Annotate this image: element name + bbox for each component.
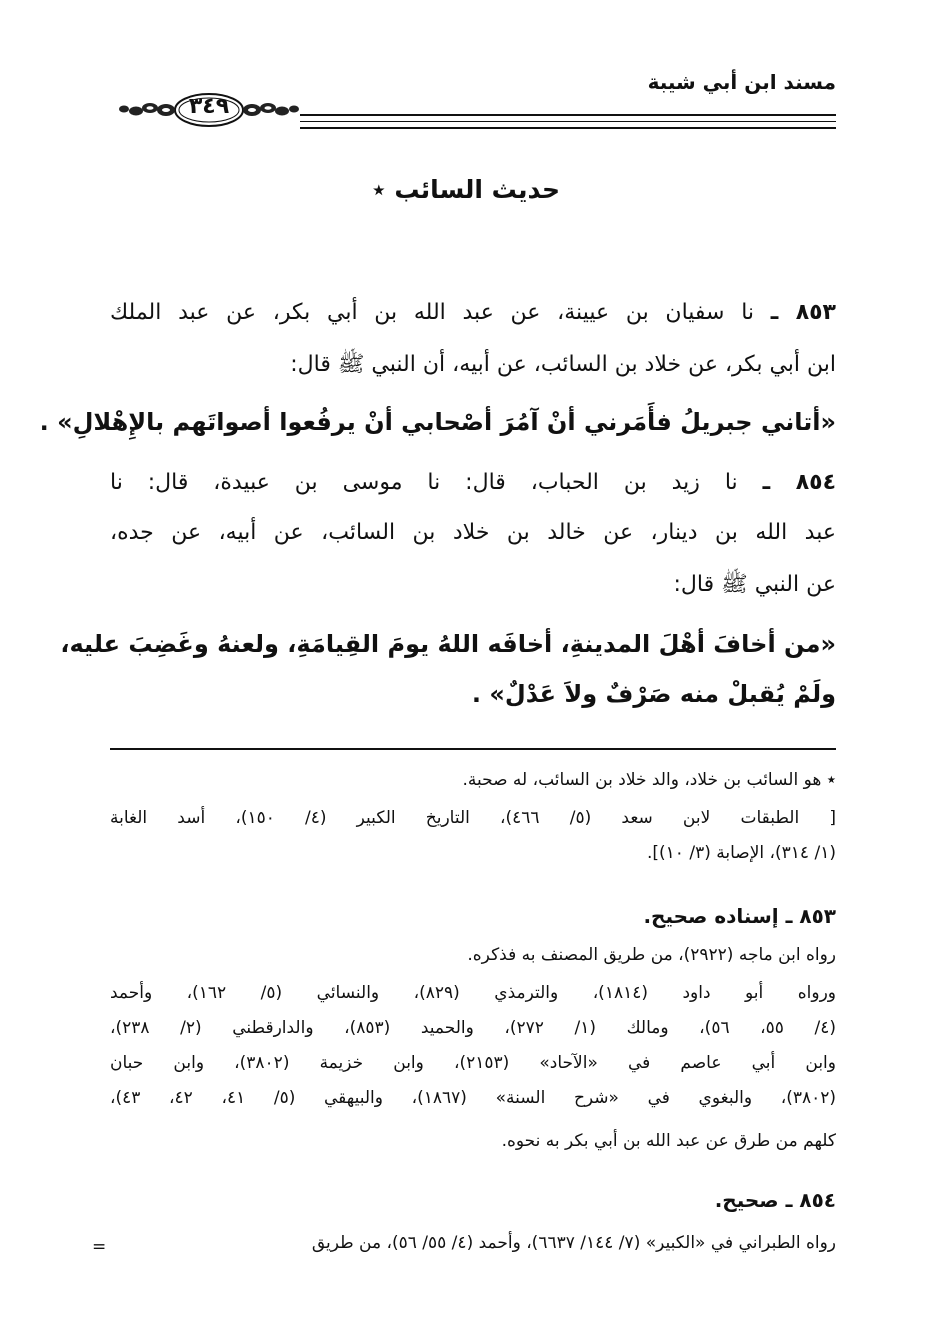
page-number: ٣٤٩ [188, 94, 230, 119]
footnote-star-line-2: [ الطبقات لابن سعد (٥/ ٤٦٦)، التاريخ الكبير (٤/ ١٥٠)، أسد الغابة [110, 808, 836, 828]
hadith-854-line-3: عن النبي ﷺ قال: [673, 572, 836, 597]
footnote-853-line-1: رواه ابن ماجه (٢٩٢٢)، من طريق المصنف به فذكره. [467, 945, 836, 965]
footnote-854-line-1: رواه الطبراني في «الكبير» (٧/ ١٤٤/ ٦٦٣٧)، وأحمد (٤/ ٥٥/ ٥٦)، من طريق [311, 1233, 836, 1253]
hadith-854-isnad-1: نا زيد بن الحباب، قال: نا موسى بن عبيدة، قال: نا [110, 470, 763, 495]
footnote-853-line-6: كلهم من طرق عن عبد الله بن أبي بكر به نحوه. [501, 1131, 836, 1151]
hadith-854-number: ٨٥٤ ـ [762, 470, 837, 495]
continuation-mark: = [92, 1237, 107, 1257]
section-title: حديث السائب ٭ [372, 175, 560, 204]
hadith-854-line-2: عبد الله بن دينار، عن خالد بن خلاد بن السائب، عن أبيه، عن جده، [110, 520, 836, 545]
footnote-star-line-1: ٭ هو السائب بن خلاد، والد خلاد بن السائب، له صحبة. [462, 770, 836, 790]
footnote-star-line-3: (١/ ٣١٤)، الإصابة (٣/ ١٠)]. [647, 843, 836, 863]
header-rule-top [300, 114, 836, 116]
book-title: مسند ابن أبي شيبة [647, 70, 836, 94]
header-rule-bottom [300, 127, 836, 129]
hadith-853-matn: «أتاني جبريلُ فأَمَرني أنْ آمُرَ أصْحابي أنْ يرفُعوا أصواتَهم بالإِهْلالِ» . [39, 408, 836, 436]
hadith-854-line-1 [110, 470, 836, 495]
header-rule-middle [300, 121, 836, 122]
footnote-853-line-5: (٣٨٠٢)، والبغوي في «شرح السنة» (١٨٦٧)، والبيهقي (٥/ ٤١، ٤٢، ٤٣)، [110, 1088, 837, 1108]
hadith-854-matn-1: «من أخافَ أهْلَ المدينةِ، أخافَه اللهُ يومَ القِيامَةِ، ولعنهُ وغَضِبَ عليه، [60, 630, 836, 658]
hadith-854-matn-2: ولَمْ يُقبلْ منه صَرْفٌ ولاَ عَدْلٌ» . [471, 680, 836, 708]
hadith-853-number: ٨٥٣ ـ [770, 300, 836, 325]
footnote-853-line-2: ورواه أبو داود (١٨١٤)، والترمذي (٨٢٩)، والنسائي (٥/ ١٦٢)، وأحمد [110, 983, 836, 1003]
footnote-853-line-4: وابن أبي عاصم في «الآحاد» (٢١٥٣)، وابن خزيمة (٣٨٠٢)، وابن حبان [110, 1053, 836, 1073]
footnote-853-line-3: (٤/ ٥٥، ٥٦)، ومالك (١/ ٢٧٢)، والحميد (٨٥٣)، والدارقطني (٢/ ٢٣٨)، [110, 1018, 837, 1038]
hadith-853-isnad-1: نا سفيان بن عيينة، عن عبد الله بن أبي بكر، عن عبد الملك [110, 300, 771, 325]
footnote-separator [110, 748, 836, 750]
hadith-853-line-1 [110, 300, 836, 325]
footnote-853-heading: ٨٥٣ ـ إسناده صحيح. [643, 904, 836, 928]
footnote-854-heading: ٨٥٤ ـ صحيح. [714, 1188, 836, 1212]
hadith-853-line-2: ابن أبي بكر، عن خلاد بن السائب، عن أبيه، أن النبي ﷺ قال: [290, 352, 836, 377]
